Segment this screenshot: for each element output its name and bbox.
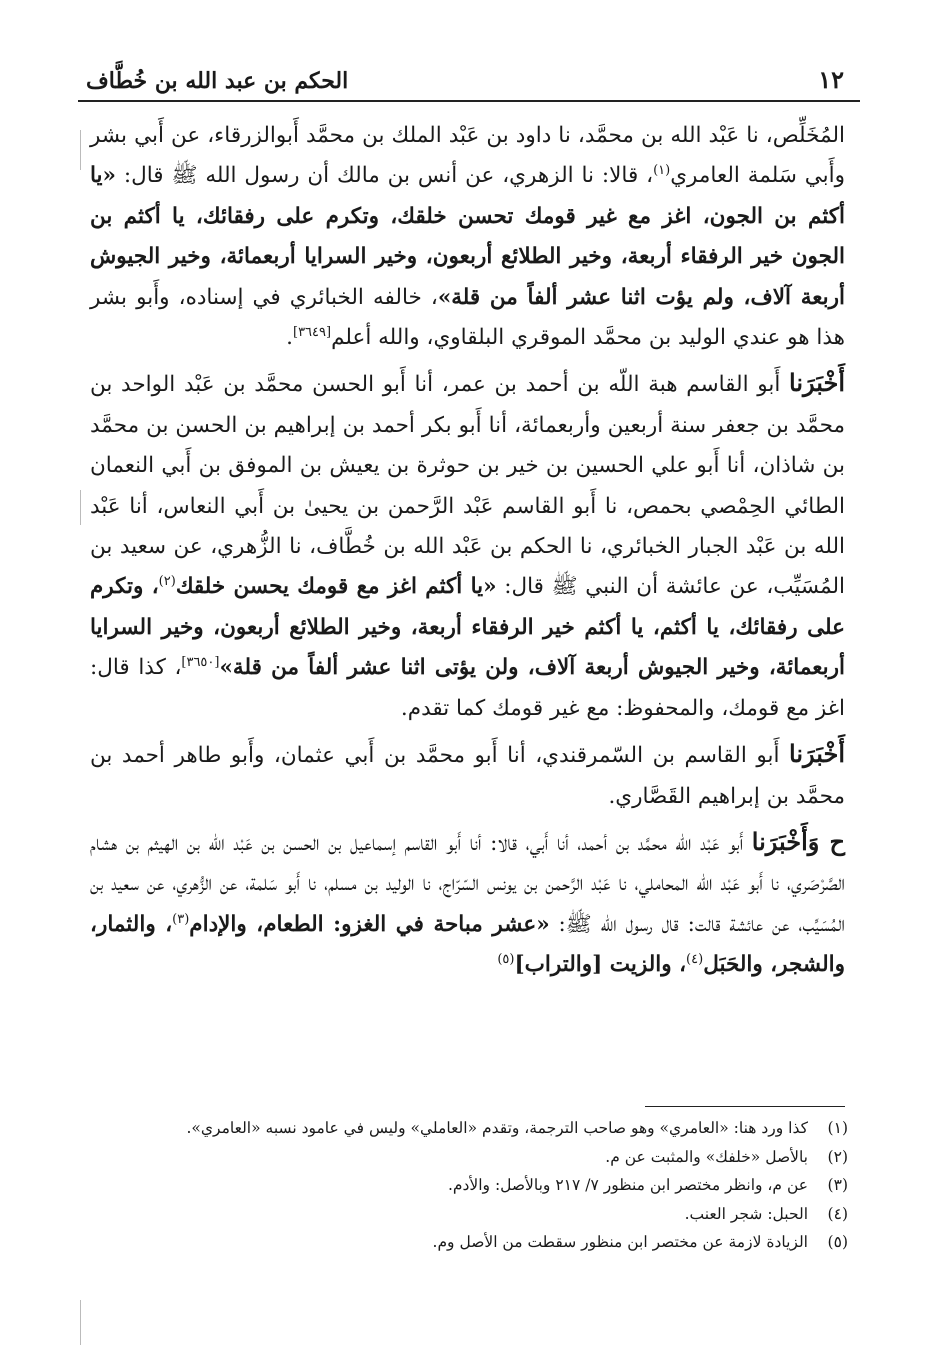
note-reference: [٣٦٥٠] (181, 655, 220, 671)
note-reference: (٤) (686, 951, 704, 967)
hadith-text: ، وتكرم على رفقائك، يا أكثم، يا أكثم خير الرفقاء أربعة، وخير الطلائع أربعون، وخير السرايا أربعمائة، وخير الجيوش أربعة آلاف، ولن يؤتى اثنا عشر ألفاً من قلة» (90, 574, 845, 681)
footnote (120, 1228, 848, 1257)
footnote-text: بالأصل «خلفك» والمثبت عن م. (605, 1147, 808, 1166)
margin-rule (80, 490, 81, 525)
narration-text: . (286, 325, 293, 351)
paragraph (90, 822, 845, 986)
note-reference: (٥) (497, 951, 515, 967)
footnote-number: (١) (827, 1119, 848, 1137)
narration-text: أَبو القاسم بن السّمرقندي، أنا أَبو محمَّد بن أَبي عثمان، وأَبو طاهر أحمد بن محمَّد بن إبراهيم القَصَّاري. (90, 743, 845, 809)
margin-rule (80, 130, 81, 170)
paragraph (90, 363, 845, 729)
paragraph-lead-word: ح وَأَخْبَرَنا (751, 826, 845, 856)
footnote-number: (٤) (827, 1204, 848, 1223)
footnote-text: الزيادة لازمة عن مختصر ابن منظور سقطت من الأصل وم. (432, 1233, 808, 1251)
narration-text: ، كذا قال: اغز مع قومك، والمحفوظ: مع غير قومك كما تقدم. (90, 655, 845, 721)
footnote-number: (٥) (827, 1233, 848, 1251)
paragraph-lead-word: أَخْبَرَنا (789, 368, 845, 398)
hadith-text: ، والزيت [والتراب] (514, 952, 687, 978)
narration-text: ، خالفه الخبائري في إسناده، وأَبو بشر هذا هو عندي الوليد بن محمَّد الموقري البلقاوي، والله أعلم (90, 284, 845, 351)
hadith-text: ، والثمار، والشجر، والحَبَل (90, 911, 845, 978)
footnotes (120, 1114, 848, 1257)
footnote-separator (645, 1106, 845, 1107)
page-number: ١٢ (818, 65, 844, 94)
margin-rule (80, 1300, 81, 1345)
footnote-text: عن م، وانظر مختصر ابن منظور ٧/ ٢١٧ وبالأصل: والأدم. (447, 1176, 808, 1194)
narration-text: ، قالا: نا الزهري، عن أنس بن مالك أن رسول الله ﷺ قال: (115, 163, 654, 189)
hadith-text: «عشر مباحة في الغزو: الطعام، والإدام (189, 911, 550, 937)
note-reference: [٣٦٤٩] (292, 324, 332, 340)
footnote (120, 1200, 848, 1229)
paragraph (90, 116, 845, 358)
narration-text: أَبو القاسم هبة اللّه بن أحمد بن عمر، أنا أَبو الحسن محمَّد بن عَبْد الواحد بن محمَّد بن جعفر سنة أربعين وأربعمائة، أنا أَبو بكر أحمد بن إبراهيم بن الحسن بن محمَّد بن شاذان، أنا أَبو علي الحسين بن خير بن حوثرة بن يعيش بن الموفق بن أَبي النعمان الطائي الحِمْصي بحمص، نا أَبو القاسم عَبْد الرَّحمن بن يحيىٰ بن أَبي النعاس، أنا عَبْد الله بن عَبْد الجبار الخبائري، نا الحكم بن عَبْد الله بن خُطَّاف، نا الزُّهري، عن سعيد بن المُسَيِّب، عن عائشة أن النبي ﷺ قال: (90, 372, 845, 600)
note-reference: (٢) (158, 574, 176, 590)
footnote-text: كذا ورد هنا: «العامري» وهو صاحب الترجمة، وتقدم «العاملي» وليس في عامود نسبه «العامري». (186, 1119, 808, 1137)
narration-text: المُخَلِّص، نا عَبْد الله بن محمَّد، نا داود بن عَبْد الملك بن محمَّد أَبوالزرقاء، عن أَبي بشر وأَبي سَلمة العامري (90, 123, 845, 189)
paragraph (90, 734, 845, 817)
header-title: الحكم بن عبد الله بن خُطَّاف (86, 68, 349, 94)
main-text (90, 116, 845, 986)
narration-text: أَبو عَبْد اللّه محمَّد بن أحمد، أنا أَبي، قالا: أنا أَبو القاسم إسماعيل بن الحسن بن عَبْد اللّه بن الهيثم بن هشام الصَّرْصَري، نا أَبو عَبْد اللّه المحاملي، نا عَبْد الرَّحمن بن يونس السّرّاج، نا الوليد بن مسلم، نا أَبو سَلمة، عن الزُّهري، عن سعيد بن المُسَيِّب، عن عائشة قالت: قال رسول الله ﷺ: (90, 830, 845, 937)
footnote (120, 1171, 848, 1200)
note-reference: (٣) (172, 911, 190, 927)
footnote-number: (٣) (827, 1176, 848, 1194)
hadith-text: «يا أكثم اغز مع قومك يحسن خلقك (175, 574, 497, 600)
footnote (120, 1114, 848, 1143)
paragraph-lead-word: أَخْبَرَنا (789, 739, 845, 769)
hadith-text: «يا أكثم بن الجون، اغز مع غير قومك تحسن خلقك، وتكرم على رفقائك، يا أكثم بن الجون خير الرفقاء أربعة، وخير الطلائع أربعون، وخير السرايا أربعمائة، وخير الجيوش أربعة آلاف، ولم يؤت اثنا عشر ألفاً من قلة» (90, 163, 845, 310)
footnote-number: (٢) (827, 1147, 848, 1166)
footnote (120, 1143, 848, 1172)
note-reference: (١) (653, 163, 671, 179)
running-header (78, 56, 860, 102)
footnote-text: الحبل: شجر العنب. (684, 1204, 808, 1223)
